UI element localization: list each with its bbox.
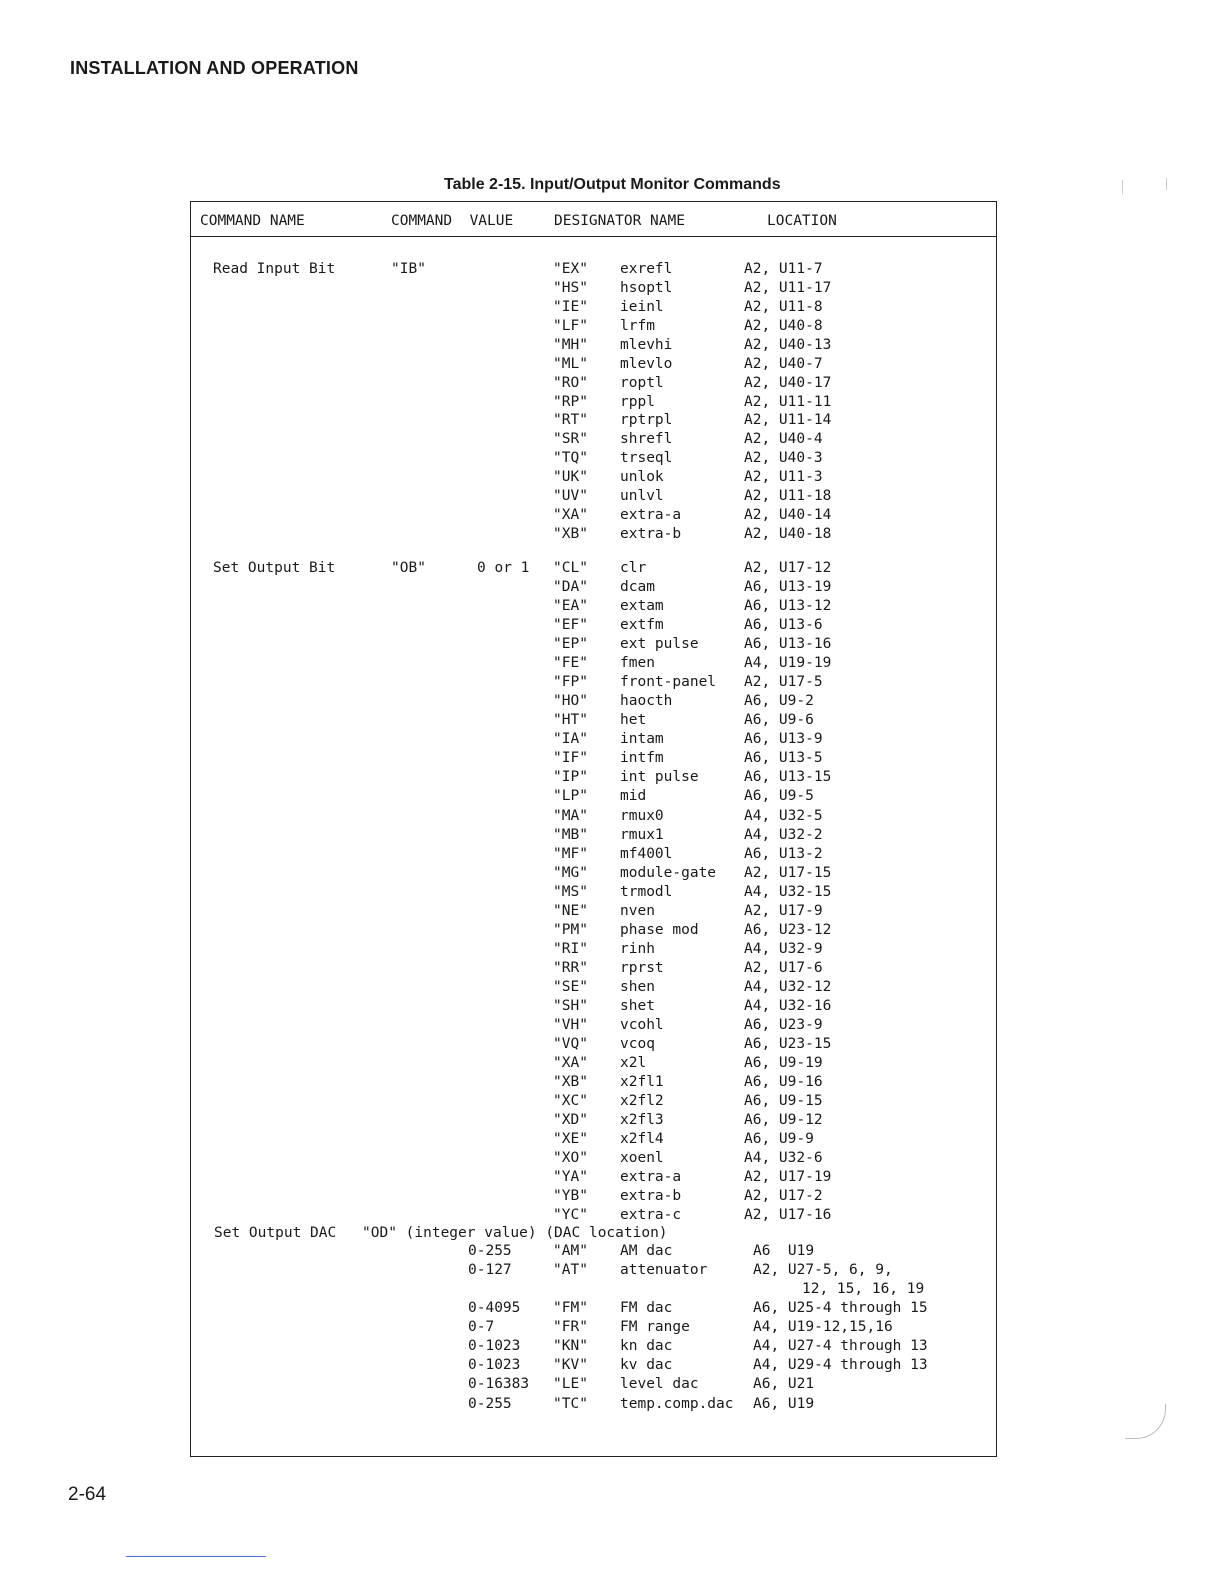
location: A2, U17-19: [744, 1169, 832, 1185]
location: A6, U9-6: [744, 712, 814, 728]
designator-name: x2fl4: [620, 1131, 664, 1147]
location: A2, U17-16: [744, 1207, 832, 1223]
location: A2, U17-15: [744, 865, 832, 881]
designator-code: "PM": [553, 922, 588, 938]
designator-code: "HS": [553, 280, 588, 296]
location: A6, U9-15: [744, 1093, 823, 1109]
location: A6, U13-15: [744, 769, 832, 785]
location: A2, U11-14: [744, 412, 832, 428]
designator-name: kv dac: [620, 1357, 673, 1373]
location: A2, U40-13: [744, 337, 832, 353]
designator-code: "VH": [553, 1017, 588, 1033]
designator-name: mf400l: [620, 846, 673, 862]
designator-name: x2fl3: [620, 1112, 664, 1128]
designator-code: "RT": [553, 412, 588, 428]
designator-code: "EA": [553, 598, 588, 614]
location: A2, U27-5, 6, 9,: [753, 1262, 893, 1278]
designator-code: "AM": [553, 1243, 588, 1259]
dac-value-range: 0-1023: [468, 1338, 521, 1354]
location: A6, U13-5: [744, 750, 823, 766]
location: A2, U17-12: [744, 560, 832, 576]
designator-name: intam: [620, 731, 664, 747]
location: A2, U40-14: [744, 507, 832, 523]
designator-name: lrfm: [620, 318, 655, 334]
location: A6, U13-6: [744, 617, 823, 633]
designator-code: "IE": [553, 299, 588, 315]
dac-value-range: 0-1023: [468, 1357, 521, 1373]
designator-code: "LP": [553, 788, 588, 804]
location: A6, U13-9: [744, 731, 823, 747]
location: A6, U23-12: [744, 922, 832, 938]
designator-code: "SE": [553, 979, 588, 995]
designator-code: "KV": [553, 1357, 588, 1373]
location: A2, U40-3: [744, 450, 823, 466]
designator-code: "XE": [553, 1131, 588, 1147]
designator-name: mlevhi: [620, 337, 673, 353]
dac-value-range: 0-255: [468, 1243, 512, 1259]
designator-code: "EX": [553, 261, 588, 277]
scan-mark: [1166, 178, 1168, 190]
designator-code: "XA": [553, 507, 588, 523]
designator-name: extra-a: [620, 1169, 682, 1185]
designator-name: attenuator: [620, 1262, 708, 1278]
table-caption: Table 2-15. Input/Output Monitor Commands: [444, 176, 781, 193]
location: A2, U40-7: [744, 356, 823, 372]
designator-name: module-gate: [620, 865, 717, 881]
designator-code: "IP": [553, 769, 588, 785]
designator-code: "TC": [553, 1396, 588, 1412]
designator-name: front-panel: [620, 674, 717, 690]
designator-name: ieinl: [620, 299, 664, 315]
group-name-read-input: Read Input Bit: [213, 261, 336, 277]
designator-name: extra-a: [620, 507, 682, 523]
designator-code: "FM": [553, 1300, 588, 1316]
location: A6, U9-16: [744, 1074, 823, 1090]
designator-name: extra-c: [620, 1207, 682, 1223]
designator-code: "MA": [553, 808, 588, 824]
designator-name: extam: [620, 598, 664, 614]
designator-code: "UK": [553, 469, 588, 485]
group-name-set-output-dac: Set Output DAC: [214, 1225, 337, 1241]
designator-code: "KN": [553, 1338, 588, 1354]
designator-code: "MF": [553, 846, 588, 862]
designator-name: x2l: [620, 1055, 647, 1071]
designator-name: kn dac: [620, 1338, 673, 1354]
designator-name: temp.comp.dac: [620, 1396, 734, 1412]
column-header-location: LOCATION: [767, 213, 837, 229]
designator-code: "ML": [553, 356, 588, 372]
designator-code: "FP": [553, 674, 588, 690]
designator-code: "XO": [553, 1150, 588, 1166]
designator-code: "XD": [553, 1112, 588, 1128]
designator-name: fmen: [620, 655, 655, 671]
designator-name: trmodl: [620, 884, 673, 900]
designator-name: FM dac: [620, 1300, 673, 1316]
location: A2, U11-7: [744, 261, 823, 277]
designator-name: unlok: [620, 469, 664, 485]
location: A6, U9-5: [744, 788, 814, 804]
group-command-read-input: "IB": [391, 261, 426, 277]
designator-code: "HT": [553, 712, 588, 728]
designator-code: "YB": [553, 1188, 588, 1204]
designator-name: shen: [620, 979, 655, 995]
designator-code: "EP": [553, 636, 588, 652]
designator-name: clr: [620, 560, 647, 576]
footer-rule: [126, 1556, 266, 1557]
designator-name: ext pulse: [620, 636, 699, 652]
designator-name: rmux1: [620, 827, 664, 843]
column-header-command-name: COMMAND NAME: [200, 213, 305, 229]
designator-code: "SH": [553, 998, 588, 1014]
designator-code: "FE": [553, 655, 588, 671]
designator-code: "XA": [553, 1055, 588, 1071]
designator-code: "NE": [553, 903, 588, 919]
designator-name: het: [620, 712, 647, 728]
designator-name: AM dac: [620, 1243, 673, 1259]
location: A2, U17-2: [744, 1188, 823, 1204]
location-continued: 12, 15, 16, 19: [802, 1281, 925, 1297]
location: A6, U9-12: [744, 1112, 823, 1128]
designator-code: "XB": [553, 526, 588, 542]
designator-name: mid: [620, 788, 647, 804]
designator-code: "XB": [553, 1074, 588, 1090]
designator-code: "RR": [553, 960, 588, 976]
designator-name: shet: [620, 998, 655, 1014]
designator-name: roptl: [620, 375, 664, 391]
designator-name: intfm: [620, 750, 664, 766]
dac-value-range: 0-16383: [468, 1376, 530, 1392]
location: A2, U17-6: [744, 960, 823, 976]
location: A4, U32-12: [744, 979, 832, 995]
location: A4, U27-4 through 13: [753, 1338, 928, 1354]
designator-code: "MB": [553, 827, 588, 843]
designator-name: extra-b: [620, 1188, 682, 1204]
location: A6, U23-15: [744, 1036, 832, 1052]
designator-code: "MH": [553, 337, 588, 353]
designator-code: "YA": [553, 1169, 588, 1185]
location: A2, U11-18: [744, 488, 832, 504]
location: A6, U13-19: [744, 579, 832, 595]
designator-code: "EF": [553, 617, 588, 633]
location: A6, U13-12: [744, 598, 832, 614]
location: A6, U25-4 through 15: [753, 1300, 928, 1316]
location: A4, U32-6: [744, 1150, 823, 1166]
location: A2, U11-3: [744, 469, 823, 485]
location: A2, U11-8: [744, 299, 823, 315]
scan-mark: [1122, 180, 1124, 194]
designator-name: nven: [620, 903, 655, 919]
designator-code: "IA": [553, 731, 588, 747]
location: A6, U21: [753, 1376, 815, 1392]
column-header-designator-name: DESIGNATOR NAME: [554, 213, 685, 229]
designator-code: "LE": [553, 1376, 588, 1392]
designator-code: "FR": [553, 1319, 588, 1335]
designator-name: rppl: [620, 394, 655, 410]
page-header: INSTALLATION AND OPERATION: [70, 58, 359, 78]
designator-code: "UV": [553, 488, 588, 504]
designator-name: rprst: [620, 960, 664, 976]
designator-name: xoenl: [620, 1150, 664, 1166]
location: A6, U9-2: [744, 693, 814, 709]
designator-code: "LF": [553, 318, 588, 334]
designator-name: dcam: [620, 579, 655, 595]
designator-code: "SR": [553, 431, 588, 447]
designator-name: exrefl: [620, 261, 673, 277]
location: A6, U13-16: [744, 636, 832, 652]
location: A2, U17-9: [744, 903, 823, 919]
location: A6 U19: [753, 1243, 815, 1259]
designator-name: FM range: [620, 1319, 690, 1335]
designator-name: rinh: [620, 941, 655, 957]
scan-mark: [1125, 1404, 1166, 1439]
group-command-set-output-bit: "OB": [391, 560, 426, 576]
dac-value-range: 0-127: [468, 1262, 512, 1278]
location: A2, U11-17: [744, 280, 832, 296]
location: A2, U40-17: [744, 375, 832, 391]
location: A4, U32-2: [744, 827, 823, 843]
designator-name: rmux0: [620, 808, 664, 824]
designator-code: "MG": [553, 865, 588, 881]
designator-code: "XC": [553, 1093, 588, 1109]
designator-code: "TQ": [553, 450, 588, 466]
designator-name: mlevlo: [620, 356, 673, 372]
location: A4, U32-5: [744, 808, 823, 824]
designator-name: level dac: [620, 1376, 699, 1392]
designator-name: x2fl2: [620, 1093, 664, 1109]
designator-name: haocth: [620, 693, 673, 709]
location: A6, U13-2: [744, 846, 823, 862]
designator-name: vcohl: [620, 1017, 664, 1033]
designator-name: extra-b: [620, 526, 682, 542]
location: A6, U9-19: [744, 1055, 823, 1071]
designator-code: "MS": [553, 884, 588, 900]
dac-value-range: 0-255: [468, 1396, 512, 1412]
designator-code: "DA": [553, 579, 588, 595]
location: A2, U40-4: [744, 431, 823, 447]
designator-code: "YC": [553, 1207, 588, 1223]
location: A6, U9-9: [744, 1131, 814, 1147]
designator-code: "VQ": [553, 1036, 588, 1052]
dac-value-range: 0-4095: [468, 1300, 521, 1316]
group-command-set-output-dac: "OD" (integer value) (DAC location): [362, 1225, 668, 1241]
location: A2, U17-5: [744, 674, 823, 690]
page-number: 2-64: [68, 1484, 107, 1505]
designator-code: "HO": [553, 693, 588, 709]
location: A4, U29-4 through 13: [753, 1357, 928, 1373]
designator-name: extfm: [620, 617, 664, 633]
dac-value-range: 0-7: [468, 1319, 495, 1335]
location: A2, U11-11: [744, 394, 832, 410]
designator-name: trseql: [620, 450, 673, 466]
designator-name: rptrpl: [620, 412, 673, 428]
location: A2, U40-8: [744, 318, 823, 334]
header-divider: [191, 236, 996, 237]
location: A6, U19: [753, 1396, 815, 1412]
location: A4, U32-9: [744, 941, 823, 957]
designator-code: "CL": [553, 560, 588, 576]
designator-code: "AT": [553, 1262, 588, 1278]
designator-name: hsoptl: [620, 280, 673, 296]
designator-code: "RP": [553, 394, 588, 410]
group-value-set-output-bit: 0 or 1: [477, 560, 530, 576]
column-header-command-value: COMMAND VALUE: [391, 213, 514, 229]
designator-name: phase mod: [620, 922, 699, 938]
group-name-set-output-bit: Set Output Bit: [213, 560, 336, 576]
location: A4, U19-19: [744, 655, 832, 671]
designator-name: int pulse: [620, 769, 699, 785]
designator-name: unlvl: [620, 488, 664, 504]
designator-name: x2fl1: [620, 1074, 664, 1090]
location: A6, U23-9: [744, 1017, 823, 1033]
designator-code: "IF": [553, 750, 588, 766]
designator-code: "RI": [553, 941, 588, 957]
designator-code: "RO": [553, 375, 588, 391]
designator-name: vcoq: [620, 1036, 655, 1052]
location: A4, U32-16: [744, 998, 832, 1014]
location: A2, U40-18: [744, 526, 832, 542]
location: A4, U32-15: [744, 884, 832, 900]
location: A4, U19-12,15,16: [753, 1319, 893, 1335]
designator-name: shrefl: [620, 431, 673, 447]
